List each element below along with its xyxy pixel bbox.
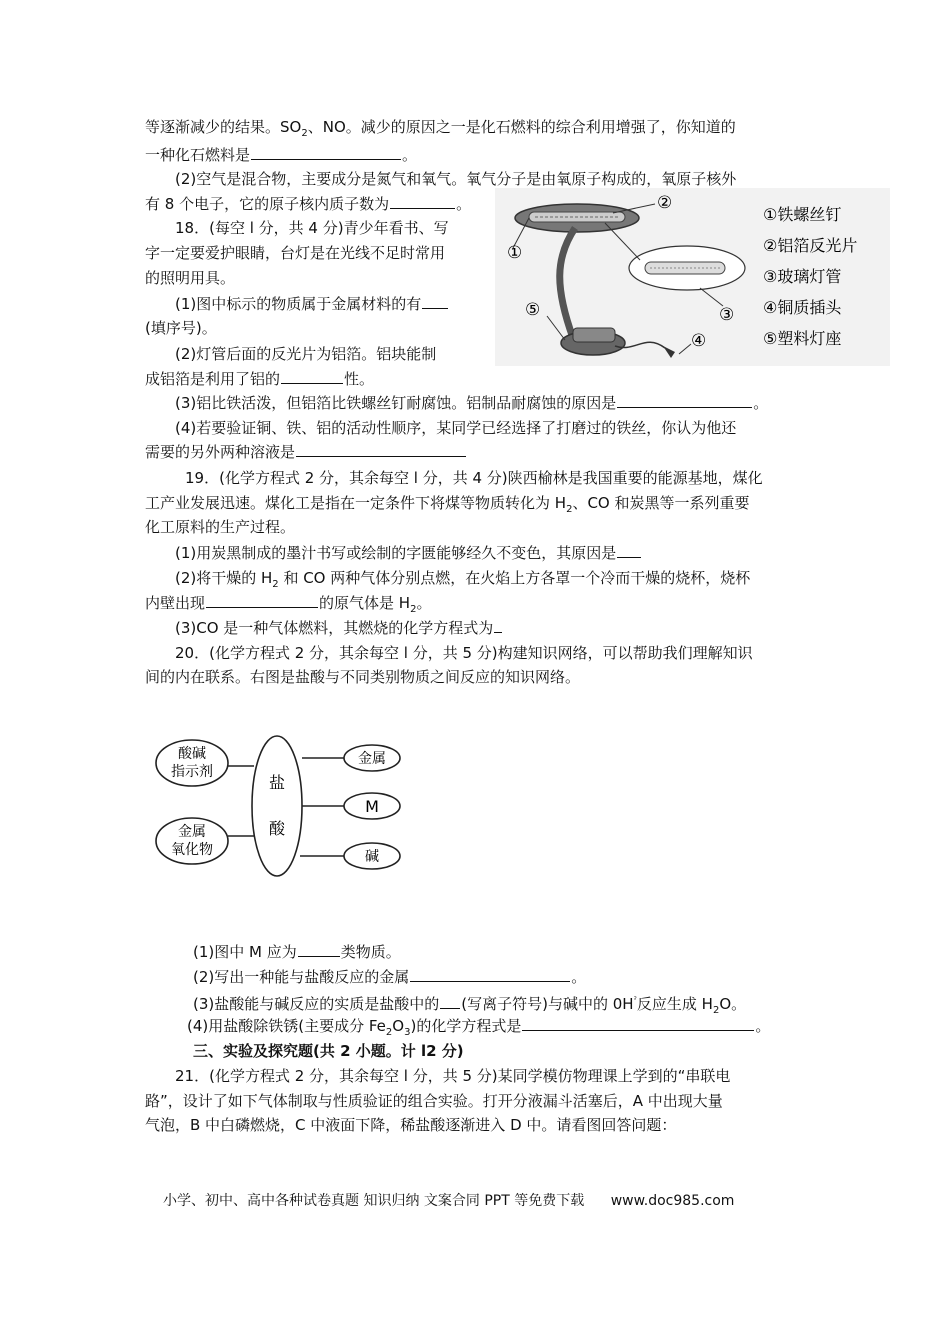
label-4: ④ xyxy=(691,331,707,351)
node-base: 碱 xyxy=(365,849,379,865)
text-line: 化工原料的生产过程。 xyxy=(145,518,296,536)
text-line: 字一定要爱护眼睛，台灯是在光线不足时常用 xyxy=(145,244,446,262)
text-line: 需要的另外两种溶液是 xyxy=(145,440,810,464)
label-1: ① xyxy=(507,243,523,263)
text-line: 工产业发展迅速。煤化工是指在一定条件下将煤等物质转化为 $H_2$、CO 和炭黑等一系列重要 xyxy=(145,494,750,515)
q21-heading: 21．(化学方程式 2 分，其余每空 l 分，共 5 分)某同学模仿物理课上学到的“串联电 xyxy=(175,1067,731,1085)
desk-lamp-figure xyxy=(495,188,890,366)
label-2: ② xyxy=(657,193,673,213)
text-line: 的照明用具。 xyxy=(145,269,236,287)
footer-link[interactable]: www.doc985.com xyxy=(610,1193,735,1209)
answer-blank[interactable] xyxy=(410,966,570,982)
hcl-knowledge-network xyxy=(152,728,414,888)
node-metal: 金属 xyxy=(358,751,386,767)
node-oxide-line1: 金属 xyxy=(178,824,206,840)
q19-heading: 19．(化学方程式 2 分，其余每空 l 分，共 4 分)陕西榆林是我国重要的能源基地，煤化 xyxy=(185,469,763,487)
q18-heading: 18．(每空 l 分，共 4 分)青少年看书、写 xyxy=(175,219,449,237)
answer-blank[interactable] xyxy=(617,392,752,408)
label-5: ⑤ xyxy=(525,300,541,320)
text-line: (2)空气是混合物，主要成分是氮气和氧气。氧气分子是由氧原子构成的，氧原子核外 xyxy=(175,170,737,188)
center-char-2: 酸 xyxy=(268,819,286,838)
answer-blank[interactable] xyxy=(251,144,401,160)
answer-blank[interactable] xyxy=(422,293,448,309)
text-line: (1)图中 M 应为 类物质。 xyxy=(193,943,401,961)
text-line: 路”，设计了如下气体制取与性质验证的组合实验。打开分液漏斗活塞后，A 中出现大量 xyxy=(145,1092,723,1110)
legend-item: ③玻璃灯管 xyxy=(763,267,842,286)
page-footer xyxy=(163,1190,803,1210)
answer-blank[interactable] xyxy=(298,941,340,957)
node-oxide-line2: 氧化物 xyxy=(171,842,213,858)
answer-blank[interactable] xyxy=(296,441,466,457)
text-line: 有 8 个电子，它的原子核内质子数为 。 xyxy=(145,195,472,213)
text-line: 等逐渐减少的结果。$SO_2$、NO。减少的原因之一是化石燃料的综合利用增强了，你知道的 xyxy=(145,118,736,139)
label-3: ③ xyxy=(719,305,735,325)
section-heading: 三、实验及探究题(共 2 小题。计 l2 分) xyxy=(193,1042,464,1060)
text-line: (2)写出一种能与盐酸反应的金属 。 xyxy=(193,968,587,986)
text-line: (1)用炭黑制成的墨汁书写或绘制的字匮能够经久不变色，其原因是 xyxy=(175,541,840,565)
text-line: 间的内在联系。右图是盐酸与不同类别物质之间反应的知识网络。 xyxy=(145,668,581,686)
text-line: (1)图中标示的物质属于金属材料的有 xyxy=(175,292,840,316)
node-indicator-line1: 酸碱 xyxy=(178,746,206,762)
answer-blank[interactable] xyxy=(390,193,455,209)
text-line: 内壁出现 的原气体是 $H_2$。 xyxy=(145,594,432,615)
node-m: M xyxy=(365,797,379,816)
footer-text: 小学、初中、高中各种试卷真题 知识归纳 文案合同 PPT 等免费下载 xyxy=(163,1193,585,1209)
node-indicator-line2: 指示剂 xyxy=(171,764,213,780)
answer-blank[interactable] xyxy=(206,592,318,608)
text-line: (4)若要验证铜、铁、铝的活动性顺序，某同学已经选择了打磨过的铁丝，你认为他还 xyxy=(175,419,737,437)
text-line: (2)将干燥的 $H_2$ 和 CO 两种气体分别点燃，在火焰上方各罩一个冷而干燥的烧杯，烧杯 xyxy=(175,569,751,590)
text-line: (3)铝比铁活泼，但铝箔比铁螺丝钉耐腐蚀。铝制品耐腐蚀的原因是 。 xyxy=(175,394,769,412)
center-char-1: 盐 xyxy=(268,773,286,792)
legend-item: ①铁螺丝钉 xyxy=(763,205,842,224)
text-line: 气泡，B 中白磷燃烧，C 中液面下降，稀盐酸逐渐进入 D 中。请看图回答问题： xyxy=(145,1116,677,1134)
answer-blank[interactable] xyxy=(522,1015,754,1031)
legend-item: ④铜质插头 xyxy=(763,298,842,317)
text-line: (3)CO 是一种气体燃料，其燃烧的化学方程式为 xyxy=(175,616,840,640)
text-line: (填序号)。 xyxy=(145,319,217,337)
text-line: 一种化石燃料是 。 xyxy=(145,146,418,164)
text-line: (2)灯管后面的反光片为铝箔。铝块能制 xyxy=(175,345,437,363)
answer-blank[interactable] xyxy=(617,542,641,558)
text-line: 成铝箔是利用了铝的 性。 xyxy=(145,370,375,388)
legend-item: ⑤塑料灯座 xyxy=(763,329,842,348)
text-line: (3)盐酸能与碱反应的实质是盐酸中的 (写离子符号)与碱中的 $0H^ˀ$反应生成 $H_2O$。 xyxy=(193,995,747,1016)
legend-item: ②铝箔反光片 xyxy=(763,236,858,255)
text-line: (4)用盐酸除铁锈(主要成分 $Fe_2O_3$)的化学方程式是 。 xyxy=(187,1017,771,1038)
answer-blank[interactable] xyxy=(440,993,460,1009)
answer-blank[interactable] xyxy=(281,368,343,384)
answer-blank[interactable] xyxy=(494,617,502,633)
q20-heading: 20．(化学方程式 2 分，其余每空 l 分，共 5 分)构建知识网络，可以帮助我们理解知识 xyxy=(175,644,753,662)
